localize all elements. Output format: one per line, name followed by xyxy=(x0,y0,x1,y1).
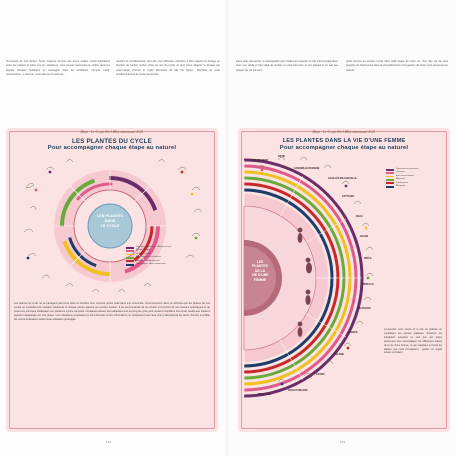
left-page-column-2: récoltes et conditionnées, plus elle sont efficaces. Attention à bien adapter le dosage en fonction de l'action recher- chée (et non du cycle) ou plus (vous adaptez le dosage par vous-même, Prenez le Cycle Menstruel de Ma Vie Après... Maryline de votre conditionnement du cycle menstruel). xyxy=(116,60,220,77)
legend-label: Après l'accouchement xyxy=(396,174,414,177)
right-page xyxy=(228,0,456,456)
wheel-center-line-3: LE CYCLE xyxy=(100,224,120,228)
plant-label: ACHILLÉE MILLEFEUILLE xyxy=(328,178,357,180)
infographic-title: LES PLANTES DU CYCLE xyxy=(72,138,152,145)
legend-label: Préparation de la grossesse xyxy=(396,168,419,170)
legend-label: Grossesse xyxy=(396,171,405,174)
plant-label: SAUGE xyxy=(360,236,369,238)
plant-label: CASSIS xyxy=(316,374,325,376)
brand-logo: Maïa - Le Corps Réel #Reconnaissant 2021 xyxy=(312,130,376,134)
plant-label: FENUGREC xyxy=(258,394,271,396)
plant-label: FENOUIL xyxy=(348,332,359,334)
halfwheel-center-line-1: LES xyxy=(256,260,264,264)
right-page-column-2: parle comme un soutien moral dans cette étape de votre vie. Son rôle est de vous apporter de l'autonomie dans la compréhension et la gestion de votre cycle menstruel au naturel. xyxy=(346,60,448,72)
legend-swatch xyxy=(386,186,394,188)
legend-item xyxy=(386,185,442,188)
plant-life-infographic xyxy=(238,128,450,432)
legend-swatch xyxy=(126,257,134,259)
plant-label: TRIBULUS xyxy=(362,284,374,286)
brand-logo: Maïa - Le Corps Réel #Reconnaissant 2021 xyxy=(80,130,144,134)
infographic-body-text: Les plantes du cycle ne se partagent pas entre elles en fonction d'un moment précis mais dans leur ensemble. Vous trouverez dans ce schéma que les phases de vos cycles se succèdent de manière cohérente et chaque plante apporte son propre soutien. Il est recommandé de les choisir en fonction de vos besoins spécifiques et de suivre les principes d'utilisation sur plusieurs cycles complets. Certaines plantes sont adaptées tout au long du cycle pour soutenir l'équilibre hormonal, tandis que d'autres agissent davantage sur une phase. Les indications proposées ici sont données à titre informatif et ne remplacent pas l'avis d'un professionnel de santé. Pensez à vérifier les contre-indications avant toute utilisation prolongée. xyxy=(14,302,210,322)
infographic-subtitle: Pour accompagner chaque étape au naturel xyxy=(279,145,409,151)
legend-swatch xyxy=(126,247,134,249)
legend-swatch xyxy=(386,176,394,178)
plant-label: SHATAVARI xyxy=(358,308,371,310)
legend-label: Préparation de l'ovulation - Abondance cycle xyxy=(136,246,172,248)
page-number: 172 xyxy=(106,440,112,444)
left-page-column-1: ch-trouvée de tout lâcher. Tenez toujours compte des éven- tuelles contre-indications selon les plantes et selon vos an- técédents, vous pouvez aussi bien le vérifier dans les plantes choisies (cultivées ou sauvages, dans de conditions, compte- ment, conservation...). Aucune, vous êtes sur le point de... xyxy=(6,60,110,77)
legend-swatch xyxy=(386,179,394,181)
legend-label: Allaitement xyxy=(396,178,405,181)
wheel-center-line-1: LES PLANTES xyxy=(96,214,124,218)
legend-label: Préménopause xyxy=(396,181,409,184)
plant-cycle-infographic xyxy=(6,128,218,432)
legend-item xyxy=(126,263,196,266)
legend-label: Régulation du cycle et douleurs xyxy=(136,256,162,259)
legend-swatch xyxy=(126,264,134,266)
plant-label: ORTIE xyxy=(278,156,286,158)
halfwheel-center-line-2: PLANTES xyxy=(252,264,268,269)
plant-label: GATTILIER xyxy=(342,196,354,198)
plant-label: HUILE D'ONAGRE xyxy=(288,390,308,392)
legend-swatch xyxy=(126,250,134,252)
legend-swatch xyxy=(386,172,394,174)
legend-label: Cycle irrégulier - Après contraception xyxy=(136,263,166,266)
page-number: 173 xyxy=(340,440,346,444)
plant-label: FRAMBOISIER xyxy=(252,160,269,162)
halfwheel-center-line-4: VIE D'UNE xyxy=(251,273,269,278)
legend-label: Ménopause xyxy=(396,185,406,188)
infographic-subtitle: Pour accompagner chaque étape au naturel xyxy=(47,145,177,151)
legend-label: Maintenir l'équilibre hormonal xyxy=(136,259,160,262)
plant-label: MACA xyxy=(356,216,363,218)
legend-swatch xyxy=(386,169,394,171)
wheel-center-line-2: DANS xyxy=(104,219,116,223)
halfwheel-center-line-3: DE LA xyxy=(254,268,266,273)
life-legend xyxy=(386,168,442,188)
plant-label: CAMOMILLE ROMAINE xyxy=(294,168,320,170)
infographic-title: LES PLANTES DANS LA VIE D'UNE FEMME xyxy=(282,138,406,144)
wheel-center-label xyxy=(90,214,130,229)
legend-label: Ovulation et fertilité xyxy=(136,252,152,255)
legend-swatch xyxy=(126,260,134,262)
right-page-column-1: Dans cette démarche, la naturopathie peut réellement épauler le rôle d'accompagnateur avec une vieille et bien déjà de soutien et votre bien-être et ces plantes si on sait ses phases de vie qui sont... xyxy=(236,60,338,72)
infographic-body-text: L'ensemble, nous vivons ici le rôle du praticien en conduisant ces plantes adaptées. Toutefois, les indications suivantes ne sont que des pistes précieuses pour accompagner les différentes étapes de la vie d'une femme, ce qui s'applique à toutes les plantes que nous connaissons ; gardez un regard éclairé et prudent. xyxy=(384,328,442,355)
cycle-legend xyxy=(126,246,196,266)
legend-swatch xyxy=(126,254,134,256)
halfwheel-center-line-5: FEMME xyxy=(253,277,267,282)
plant-label: PRÊLE xyxy=(364,258,372,260)
legend-swatch xyxy=(386,182,394,184)
plant-label: MÉLISSE xyxy=(334,354,345,356)
legend-label: Réduire les règles xyxy=(136,249,151,252)
halfwheel-center-label xyxy=(246,260,274,282)
